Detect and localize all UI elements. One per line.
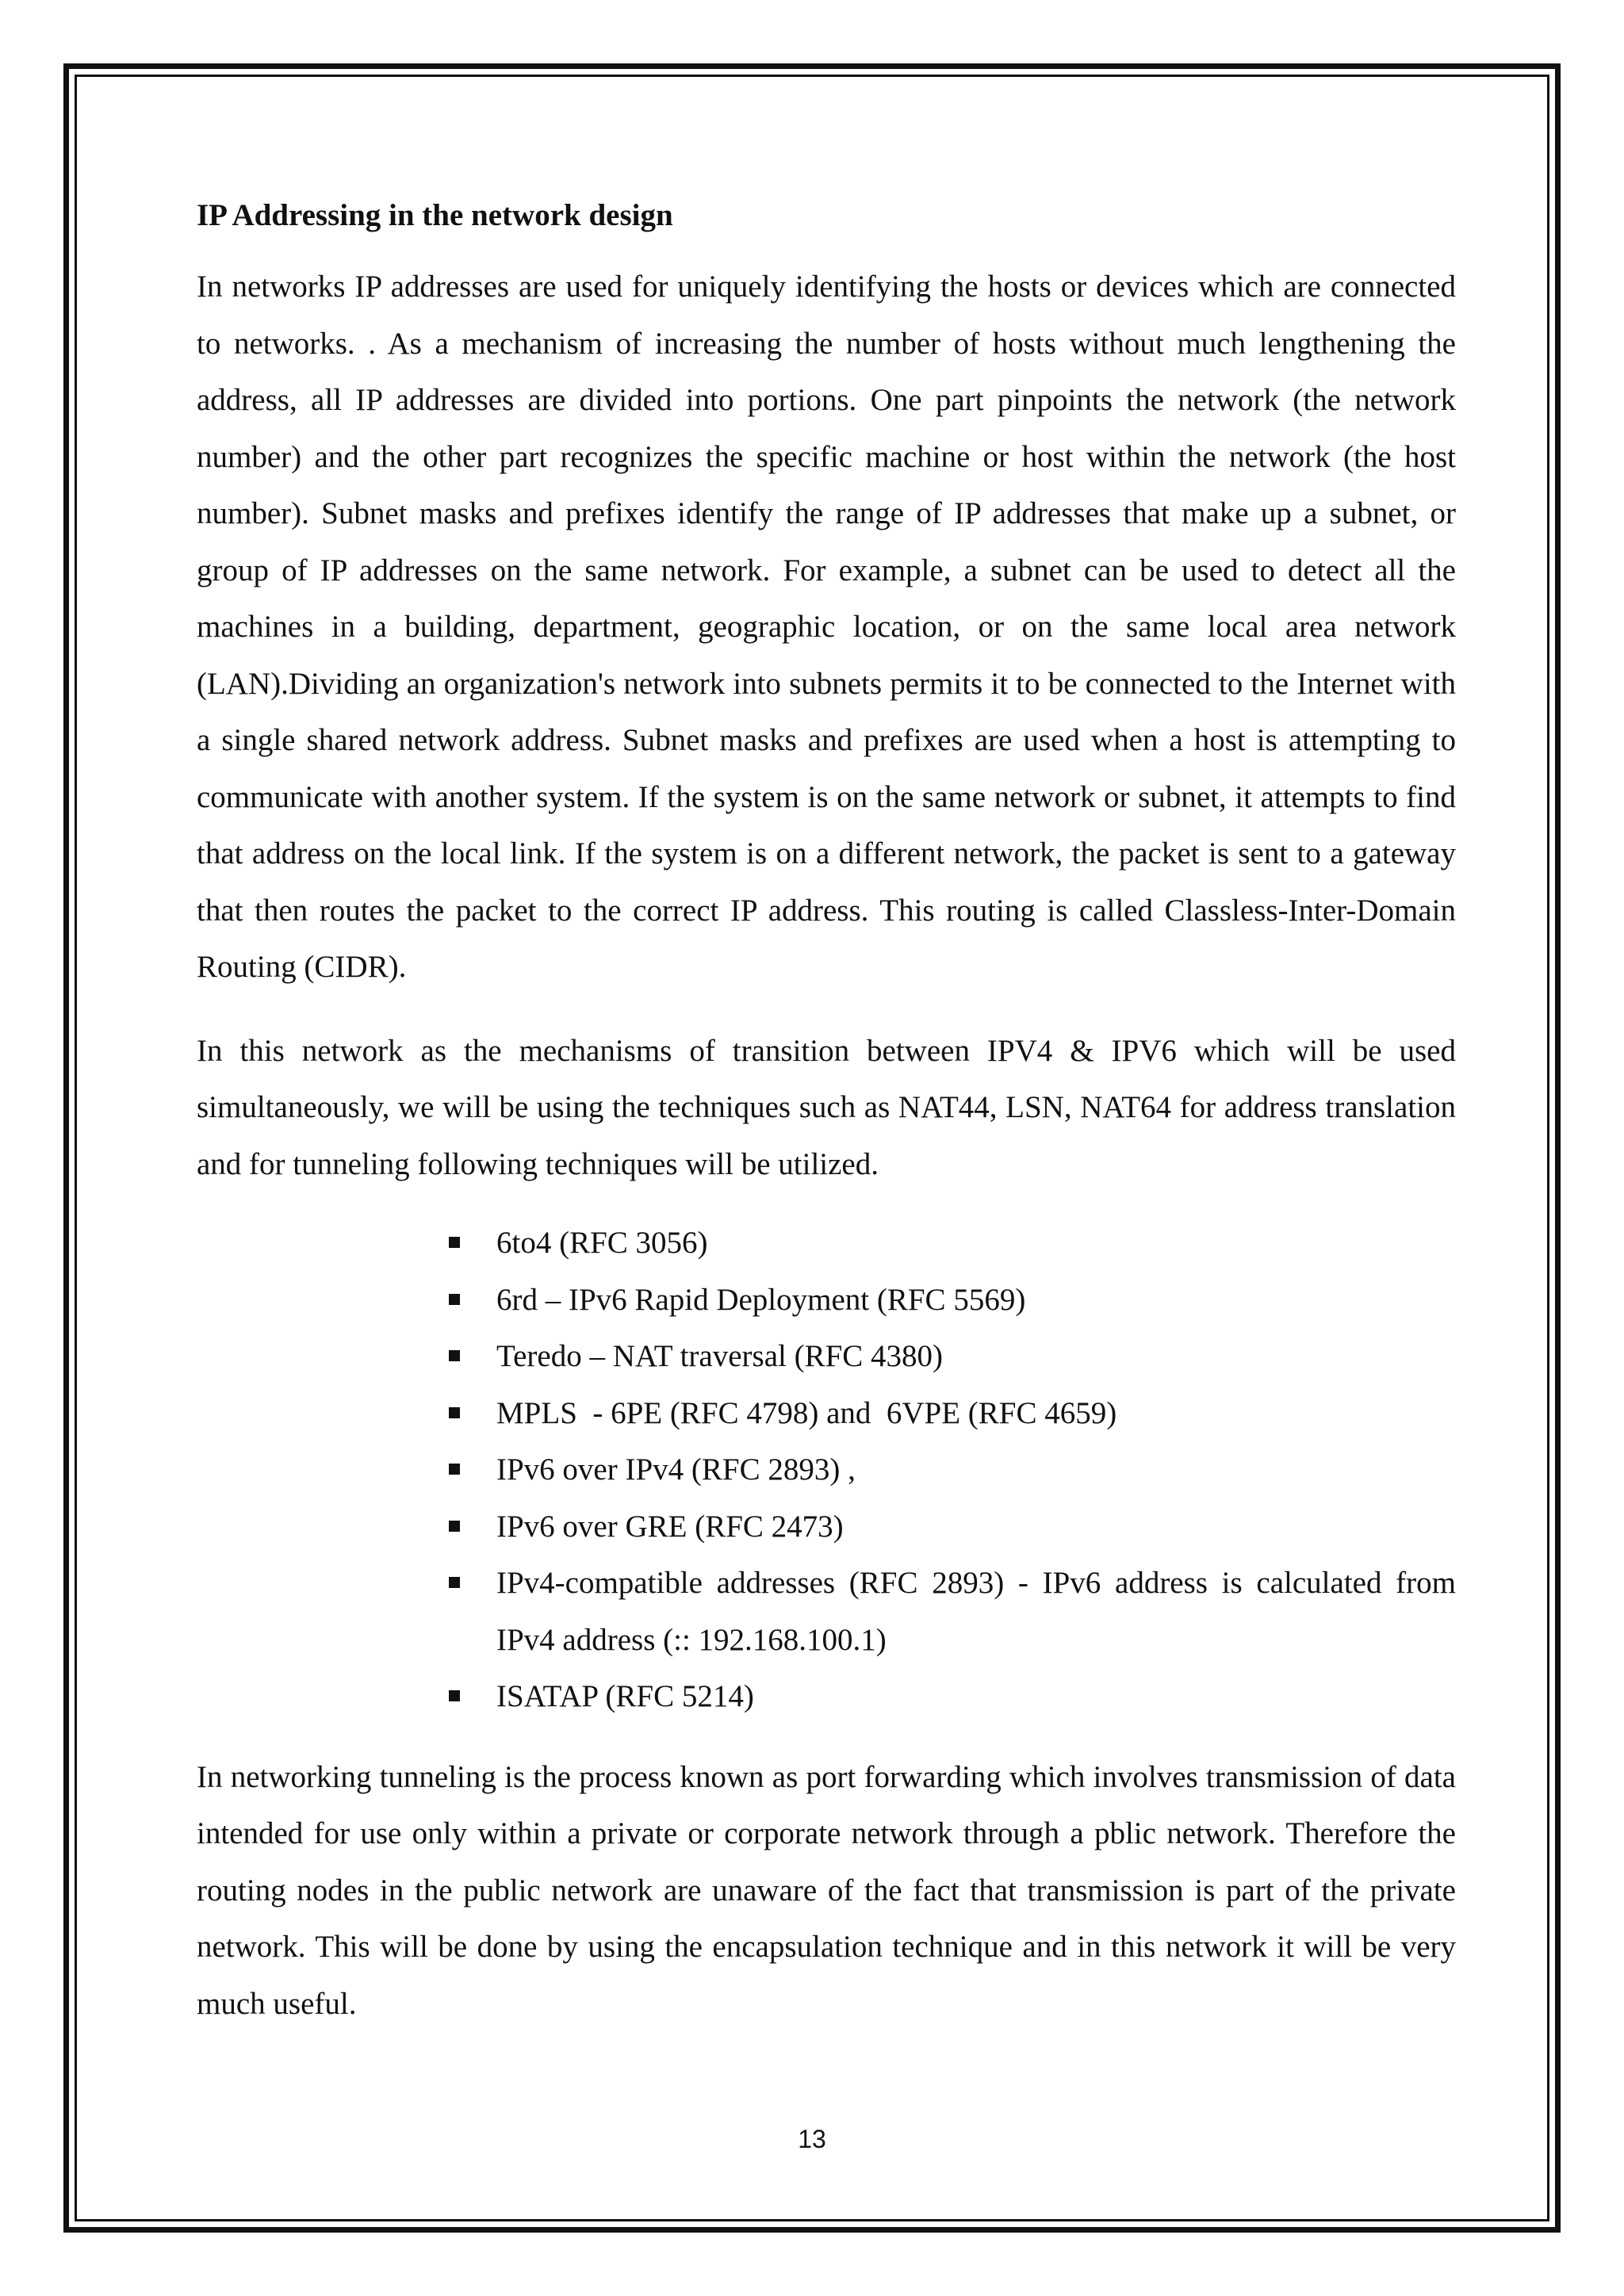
square-bullet-icon [449, 1294, 460, 1305]
list-item [449, 1272, 1456, 1329]
square-bullet-icon [449, 1237, 460, 1248]
list-item [449, 1668, 1456, 1725]
square-bullet-icon [449, 1407, 460, 1418]
list-item-text: Teredo – NAT traversal (RFC 4380) [496, 1339, 944, 1373]
square-bullet-icon [449, 1464, 460, 1475]
list-item [449, 1441, 1456, 1498]
list-item [449, 1328, 1456, 1385]
square-bullet-icon [449, 1690, 460, 1701]
list-item [449, 1498, 1456, 1556]
section-heading: IP Addressing in the network design [197, 198, 673, 232]
list-item-text: 6to4 (RFC 3056) [496, 1226, 708, 1260]
list-item-text: 6rd – IPv6 Rapid Deployment (RFC 5569) [496, 1282, 1026, 1317]
page-number: 13 [798, 2125, 826, 2153]
square-bullet-icon [449, 1577, 460, 1588]
list-item-text: MPLS - 6PE (RFC 4798) and 6VPE (RFC 4659) [496, 1395, 1117, 1430]
list-item [449, 1555, 1456, 1668]
square-bullet-icon [449, 1350, 460, 1361]
square-bullet-icon [449, 1521, 460, 1532]
list-item-text: ISATAP (RFC 5214) [496, 1679, 754, 1713]
tunneling-techniques-list [449, 1215, 1456, 1725]
list-item [449, 1385, 1456, 1442]
page-content [197, 192, 1456, 2032]
list-item-text: IPv4-compatible addresses (RFC 2893) - IPv6 address is calculated from IPv4 address (:: 192.168.100.1) [496, 1566, 1456, 1657]
list-item-text: IPv6 over IPv4 (RFC 2893) , [496, 1452, 856, 1487]
paragraph-ip-addressing: In networks IP addresses are used for uniquely identifying the hosts or devices which are connected to networks. . As a mechanism of increasing the number of hosts without much lengthening the address, all IP addresses are divided into portions. One part pinpoints the network (the network number) and the other part recognizes the specific machine or host within the network (the host number). Subnet masks and prefixes identify the range of IP addresses that make up a subnet, or group of IP addresses on the same network. For example, a subnet can be used to detect all the machines in a building, department, geographic location, or on the same local area network (LAN).Dividing an organization's network into subnets permits it to be connected to the Internet with a single shared network address. Subnet masks and prefixes are used when a host is attempting to communicate with another system. If the system is on the same network or subnet, it attempts to find that address on the local link. If the system is on a different network, the packet is sent to a gateway that then routes the packet to the correct IP address. This routing is called Classless-Inter-Domain Routing (CIDR). [197, 270, 1456, 984]
paragraph-tunneling: In networking tunneling is the process known as port forwarding which involves transmission of data intended for use only within a private or corporate network through a pblic network. Therefore the routing nodes in the public network are unaware of the fact that transmission is part of the private network. This will be done by using the encapsulation technique and in this network it will be very much useful. [197, 1759, 1456, 2021]
list-item-text: IPv6 over GRE (RFC 2473) [496, 1509, 844, 1544]
list-item [449, 1215, 1456, 1272]
paragraph-transition: In this network as the mechanisms of transition between IPV4 & IPV6 which will be used simultaneously, we will be using the techniques such as NAT44, LSN, NAT64 for address translation and for tunneling following techniques will be utilized. [197, 1033, 1456, 1181]
